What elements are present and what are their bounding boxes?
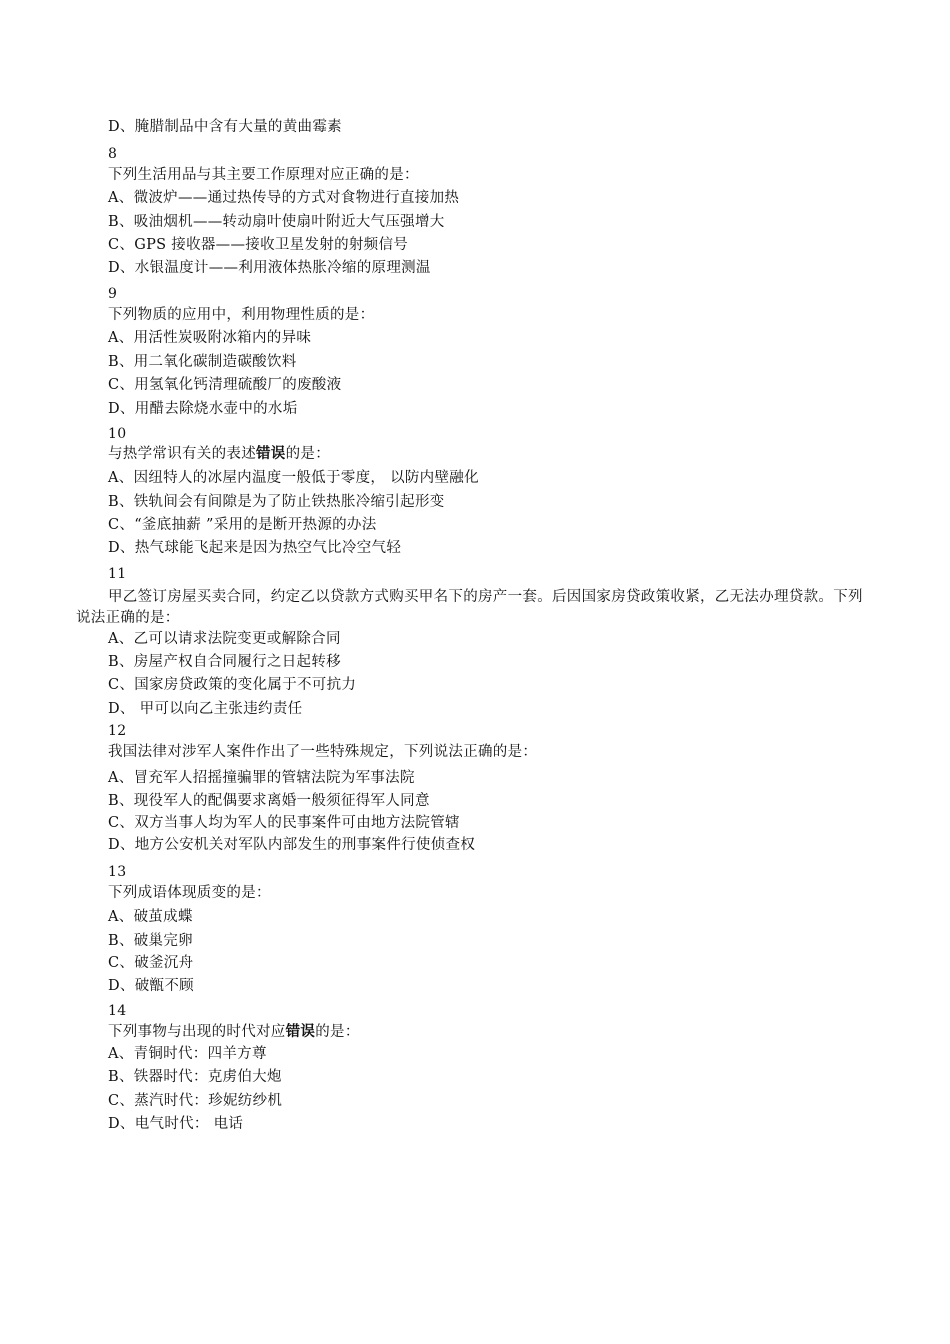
question-13-option-d: D、破甑不顾 xyxy=(108,978,194,994)
question-10-stem-tail: 的是： xyxy=(285,446,331,462)
question-10-option-b: B、铁轨间会有间隙是为了防止铁热胀冷缩引起形变 xyxy=(108,494,445,510)
question-11-number: 11 xyxy=(108,566,127,582)
question-10-stem xyxy=(108,444,330,464)
question-11-option-c: C、国家房贷政策的变化属于不可抗力 xyxy=(108,677,357,693)
question-8-stem: 下列生活用品与其主要工作原理对应正确的是： xyxy=(108,167,419,183)
question-9-option-c: C、用氢氧化钙清理硫酸厂的废酸液 xyxy=(108,377,342,393)
question-14-stem-text: 下列事物与出现的时代对应 xyxy=(108,1024,286,1040)
question-10-number: 10 xyxy=(108,426,127,442)
question-14-stem-tail: 的是： xyxy=(315,1024,360,1040)
question-10-option-a: A、因纽特人的冰屋内温度一般低于零度， 以防内壁融化 xyxy=(108,470,479,486)
question-11-option-d: D、 甲可以向乙主张违约责任 xyxy=(108,701,303,717)
question-14-stem xyxy=(108,1022,360,1042)
question-12-option-a: A、冒充军人招摇撞骗罪的管辖法院为军事法院 xyxy=(108,770,415,786)
question-12-option-b: B、现役军人的配偶要求离婚一般须征得军人同意 xyxy=(108,793,430,809)
question-12-number: 12 xyxy=(108,723,127,739)
question-10-stem-text: 与热学常识有关的表述 xyxy=(108,446,256,462)
question-13-option-c: C、破釜沉舟 xyxy=(108,955,194,971)
question-12-stem: 我国法律对涉军人案件作出了一些特殊规定，下列说法正确的是： xyxy=(108,744,538,760)
question-14-option-c: C、蒸汽时代：珍妮纺纱机 xyxy=(108,1093,283,1109)
option-d-prev: D、腌腊制品中含有大量的黄曲霉素 xyxy=(108,119,342,135)
question-11-option-a: A、乙可以请求法院变更或解除合同 xyxy=(108,631,341,647)
question-14-option-d: D、电气时代： 电话 xyxy=(108,1116,244,1132)
question-9-stem: 下列物质的应用中，利用物理性质的是： xyxy=(108,307,375,323)
question-10-option-c: C、“釜底抽薪 ”采用的是断开热源的办法 xyxy=(108,517,377,533)
question-8-number: 8 xyxy=(108,146,118,162)
question-10-stem-emphasis: 错误 xyxy=(256,445,286,462)
question-8-option-c: C、GPS 接收器——接收卫星发射的射频信号 xyxy=(108,237,409,253)
question-10-option-d: D、热气球能飞起来是因为热空气比冷空气轻 xyxy=(108,540,402,556)
question-9-option-d: D、用醋去除烧水壶中的水垢 xyxy=(108,401,298,417)
question-12-option-c: C、双方当事人均为军人的民事案件可由地方法院管辖 xyxy=(108,815,460,831)
question-13-option-b: B、破巢完卵 xyxy=(108,933,193,949)
question-12-option-d: D、地方公安机关对军队内部发生的刑事案件行使侦查权 xyxy=(108,837,476,853)
question-9-number: 9 xyxy=(108,286,118,302)
question-11-stem: 甲乙签订房屋买卖合同，约定乙以贷款方式购买甲名下的房产一套。后因国家房贷政策收紧，乙无法办理贷款。下列说法正确的是： xyxy=(76,589,863,626)
question-14-option-a: A、青铜时代：四羊方尊 xyxy=(108,1046,267,1062)
question-14-option-b: B、铁器时代：克虏伯大炮 xyxy=(108,1069,282,1085)
question-8-option-d: D、水银温度计——利用液体热胀冷缩的原理测温 xyxy=(108,260,431,276)
question-13-number: 13 xyxy=(108,864,127,880)
question-9-option-a: A、用活性炭吸附冰箱内的异味 xyxy=(108,330,312,346)
question-14-number: 14 xyxy=(108,1003,127,1019)
question-13-option-a: A、破茧成蝶 xyxy=(108,909,193,925)
question-13-stem: 下列成语体现质变的是： xyxy=(108,885,271,901)
question-9-option-b: B、用二氧化碳制造碳酸饮料 xyxy=(108,354,297,370)
question-8-option-b: B、吸油烟机——转动扇叶使扇叶附近大气压强增大 xyxy=(108,214,445,230)
question-8-option-a: A、微波炉——通过热传导的方式对食物进行直接加热 xyxy=(108,190,460,206)
question-11-option-b: B、房屋产权自合同履行之日起转移 xyxy=(108,654,341,670)
question-14-stem-emphasis: 错误 xyxy=(285,1023,316,1040)
